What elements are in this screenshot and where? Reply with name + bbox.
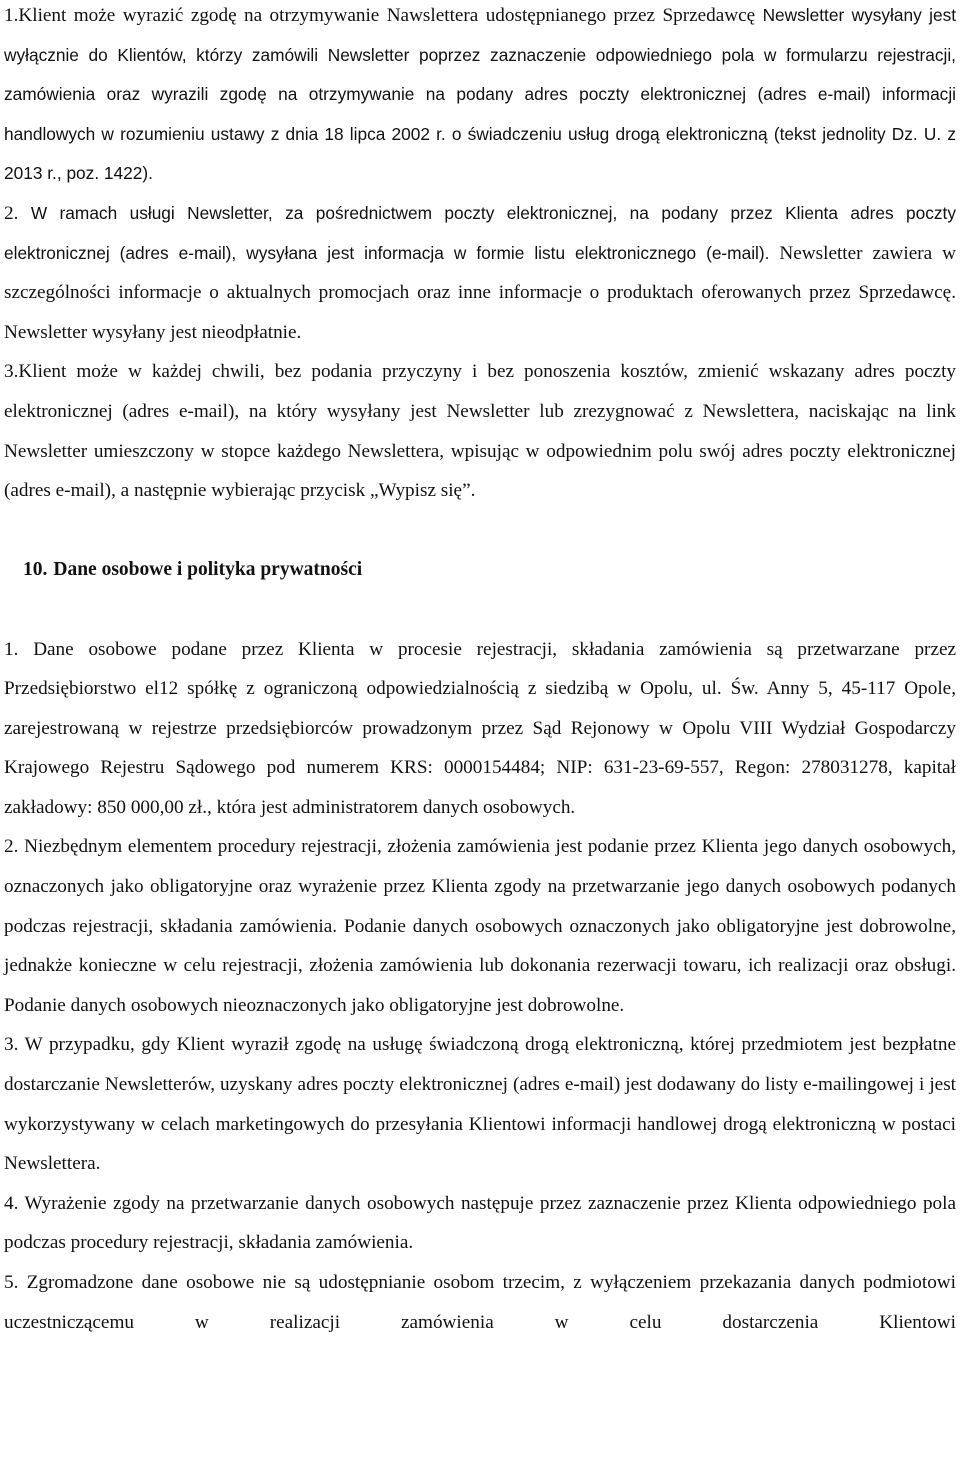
s9-paragraph-1-body: Newsletter wysyłany jest wyłącznie do Klientów, którzy zamówili Newsletter poprzez zaznaczenie odpowiedniego pola w formularzu rejestracji, zamówienia oraz wyrazili zgodę na otrzymywanie na podany adres poczty elektronicznej (adres e-mail) informacji handlowych w rozumieniu ustawy z dnia 18 lipca 2002 r. o świadczeniu usług drogą elektroniczną (tekst jednolity Dz. U. z 2013 r., poz. 1422). [4,5,957,184]
s9-paragraph-1 [0,0,960,194]
spacer [0,590,960,630]
s10-paragraph-2: 2. Niezbędnym elementem procedury rejestracji, złożenia zamówienia jest podanie przez Klienta jego danych osobowych, oznaczonych jako obligatoryjne oraz wyrażenie przez Klienta zgody na przetwarzanie jego danych osobowych podanych podczas rejestracji, składania zamówienia. Podanie danych osobowych oznaczonych jako obligatoryjne jest dobrowolne, jednakże konieczne w celu rejestracji, złożenia zamówienia lub dokonania rezerwacji towaru, ich realizacji oraz obsługi. Podanie danych osobowych nieoznaczonych jako obligatoryjne jest dobrowolne. [4,836,956,1016]
s9-paragraph-2-serif: Newsletter zawiera w szczególności informacje o aktualnych promocjach oraz inne informacje o produktach oferowanych przez Sprzedawcę. Newsletter wysyłany jest nieodpłatnie. [4,242,956,343]
section-number: 10. [23,559,48,581]
s9-paragraph-2 [0,194,960,352]
s9-paragraph-2-number: 2. [4,202,19,224]
section-heading [0,550,960,590]
s10-paragraph-3: 3. W przypadku, gdy Klient wyraził zgodę na usługę świadczoną drogą elektroniczną, której przedmiotem jest bezpłatne dostarczanie Newsletterów, uzyskany adres poczty elektronicznej (adres e-mail) jest dodawany do listy e-mailingowej i jest wykorzystywany w celach marketingowych do przesyłania Klientowi informacji handlowej drogą elektroniczną w postaci Newslettera. [4,1034,956,1175]
spacer [0,511,960,551]
s10-paragraph-5: 5. Zgromadzone dane osobowe nie są udostępnianie osobom trzecim, z wyłączeniem przekazania danych podmiotowi uczestniczącemu w realizacji zamówienia w celu dostarczenia Klientowi [4,1272,956,1333]
s10-paragraph-1: 1. Dane osobowe podane przez Klienta w procesie rejestracji, składania zamówienia są przetwarzane przez Przedsiębiorstwo el12 spółkę z ograniczoną odpowiedzialnością z siedzibą w Opolu, ul. Św. Anny 5, 45-117 Opole, zarejestrowaną w rejestrze przedsiębiorców prowadzonym przez Sąd Rejonowy w Opolu VIII Wydział Gospodarczy Krajowego Rejestru Sądowego pod numerem KRS: 0000154484; NIP: 631-23-69-557, Regon: 278031278, kapitał zakładowy: 850 000,00 zł., która jest administratorem danych osobowych. [4,638,956,818]
section-title: Dane osobowe i polityka prywatności [53,559,363,581]
s9-paragraph-3: 3.Klient może w każdej chwili, bez podania przyczyny i bez ponoszenia kosztów, zmienić wskazany adres poczty elektronicznej (adres e-mail), na który wysyłany jest Newsletter lub zrezygnować z Newslettera, naciskając na link Newsletter umieszczony w stopce każdego Newslettera, wpisując w odpowiednim polu swój adres poczty elektronicznej (adres e-mail), a następnie wybierając przycisk „Wypisz się”. [4,361,956,502]
s10-paragraph-4: 4. Wyrażenie zgody na przetwarzanie danych osobowych następuje przez zaznaczenie przez Klienta odpowiedniego pola podczas procedury rejestracji, składania zamówienia. [4,1192,956,1254]
s9-paragraph-2-sans: W ramach usługi Newsletter, za pośrednictwem poczty elektronicznej, na podany przez Klienta adres poczty elektronicznej (adres e-mail), wysyłana jest informacja w formie listu elektronicznego (e-mail). [4,202,956,263]
s9-paragraph-1-line-1: 1.Klient może wyrazić zgodę na otrzymywanie Nawslettera udostępnianego przez Sprzedawcę [4,5,756,26]
